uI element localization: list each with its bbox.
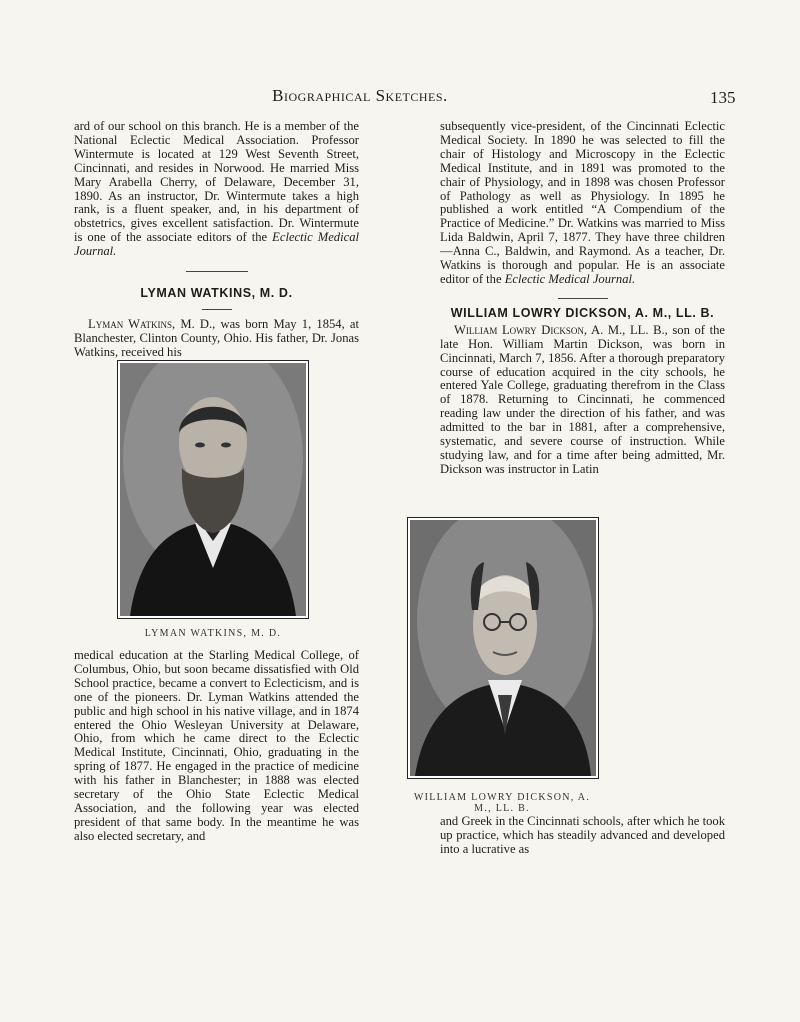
- wintermute-paragraph: ard of our school on this branch. He is a member of the National Eclectic Medical Association. Professor Wintermute is located at 129 West Seventh Street, Cincinnati, and resides in Norwood. He married Miss Mary Arabella Cherry, of Delaware, December 31, 1890. As an instructor, Dr. Wintermute takes a high rank, is a fluent speaker, and, in his department of obstetrics, gives excellent satisfaction. Dr. Wintermute is one of the associate editors of the Eclectic Medical Journal.: [74, 119, 359, 259]
- section-heading-dickson: WILLIAM LOWRY DICKSON, A. M., LL. B.: [450, 305, 715, 320]
- portrait-illustration: [410, 520, 596, 776]
- running-title: Biographical Sketches.: [272, 86, 448, 105]
- dickson-continued: and Greek in the Cincinnati schools, after which he took up practice, which has steadily advanced and developed into a lucrative as: [440, 814, 725, 856]
- watkins-continued: medical education at the Starling Medical College, of Columbus, Ohio, but soon became dissatisfied with Old School practice, became a convert to Eclecticism, and is one of the pioneers. Dr. Lyman Watkins attended the public and high school in his native village, and in 1874 entered the Ohio Wesleyan University at Delaware, Ohio, from which he came direct to the Eclectic Medical Institute, Cincinnati, Ohio, graduating in the spring of 1877. He engaged in the practice of medicine with his father in Blanchester; in 1888 was elected secretary of the Ohio State Eclectic Medical Association, and the following year was elected president of that same body. In the meantime he was also elected secretary, and: [74, 648, 359, 843]
- watkins-career-paragraph: subsequently vice-president, of the Cincinnati Eclectic Medical Society. In 1890 he was selected to fill the chair of Histology and Microscopy in the Eclectic Medical Institute, and in 1891 was promoted to the chair of Physiology, and in 1898 was chosen Professor of Pathology as well as Physiology. In 1895 he published a work entitled “A Compendium of the Practice of Medicine.” Dr. Watkins was married to Miss Lida Baldwin, April 7, 1877. They have three children—Anna C., Baldwin, and Raymond. As a teacher, Dr. Watkins is thorough and popular. He is an associate editor of the Eclectic Medical Journal.: [440, 119, 725, 286]
- watkins-portrait: [117, 360, 309, 619]
- photo-caption: LYMAN WATKINS, M. D.: [144, 628, 282, 639]
- right-column-top: [440, 120, 725, 477]
- journal-title: Eclectic Medical Journal.: [504, 271, 636, 286]
- left-column-bottom: [74, 649, 359, 844]
- dickson-portrait: [407, 517, 599, 779]
- left-column-top: [74, 120, 359, 360]
- page-header: [0, 86, 800, 110]
- journal-title: Eclectic Medical Journal.: [74, 230, 359, 259]
- dickson-intro: William Lowry Dickson, A. M., LL. B., son of the late Hon. William Martin Dickson, was born in Cincinnati, March 7, 1856. After a thorough preparatory course of education acquired in the city schools, he entered Yale College, graduating therefrom in the Class of 1878. Returning to Cincinnati, he commenced reading law under the direction of his father, and was admitted to the bar in 1881, after a comprehensive, systematic, and severe course of instruction. While studying law, and for a time after being admitted, Mr. Dickson was instructor in Latin: [440, 322, 725, 476]
- page-number: 135: [710, 88, 736, 107]
- right-column-bottom: [440, 815, 725, 857]
- divider: [202, 309, 232, 310]
- photo-caption: WILLIAM LOWRY DICKSON, A. M., LL. B.: [413, 792, 591, 814]
- divider: [186, 271, 248, 272]
- section-heading-watkins: LYMAN WATKINS, M. D.: [140, 286, 293, 301]
- portrait-illustration: [120, 363, 306, 616]
- watkins-intro: Lyman Watkins, M. D., was born May 1, 1854, at Blanchester, Clinton County, Ohio. His father, Dr. Jonas Watkins, received his: [74, 316, 359, 359]
- divider: [558, 298, 608, 299]
